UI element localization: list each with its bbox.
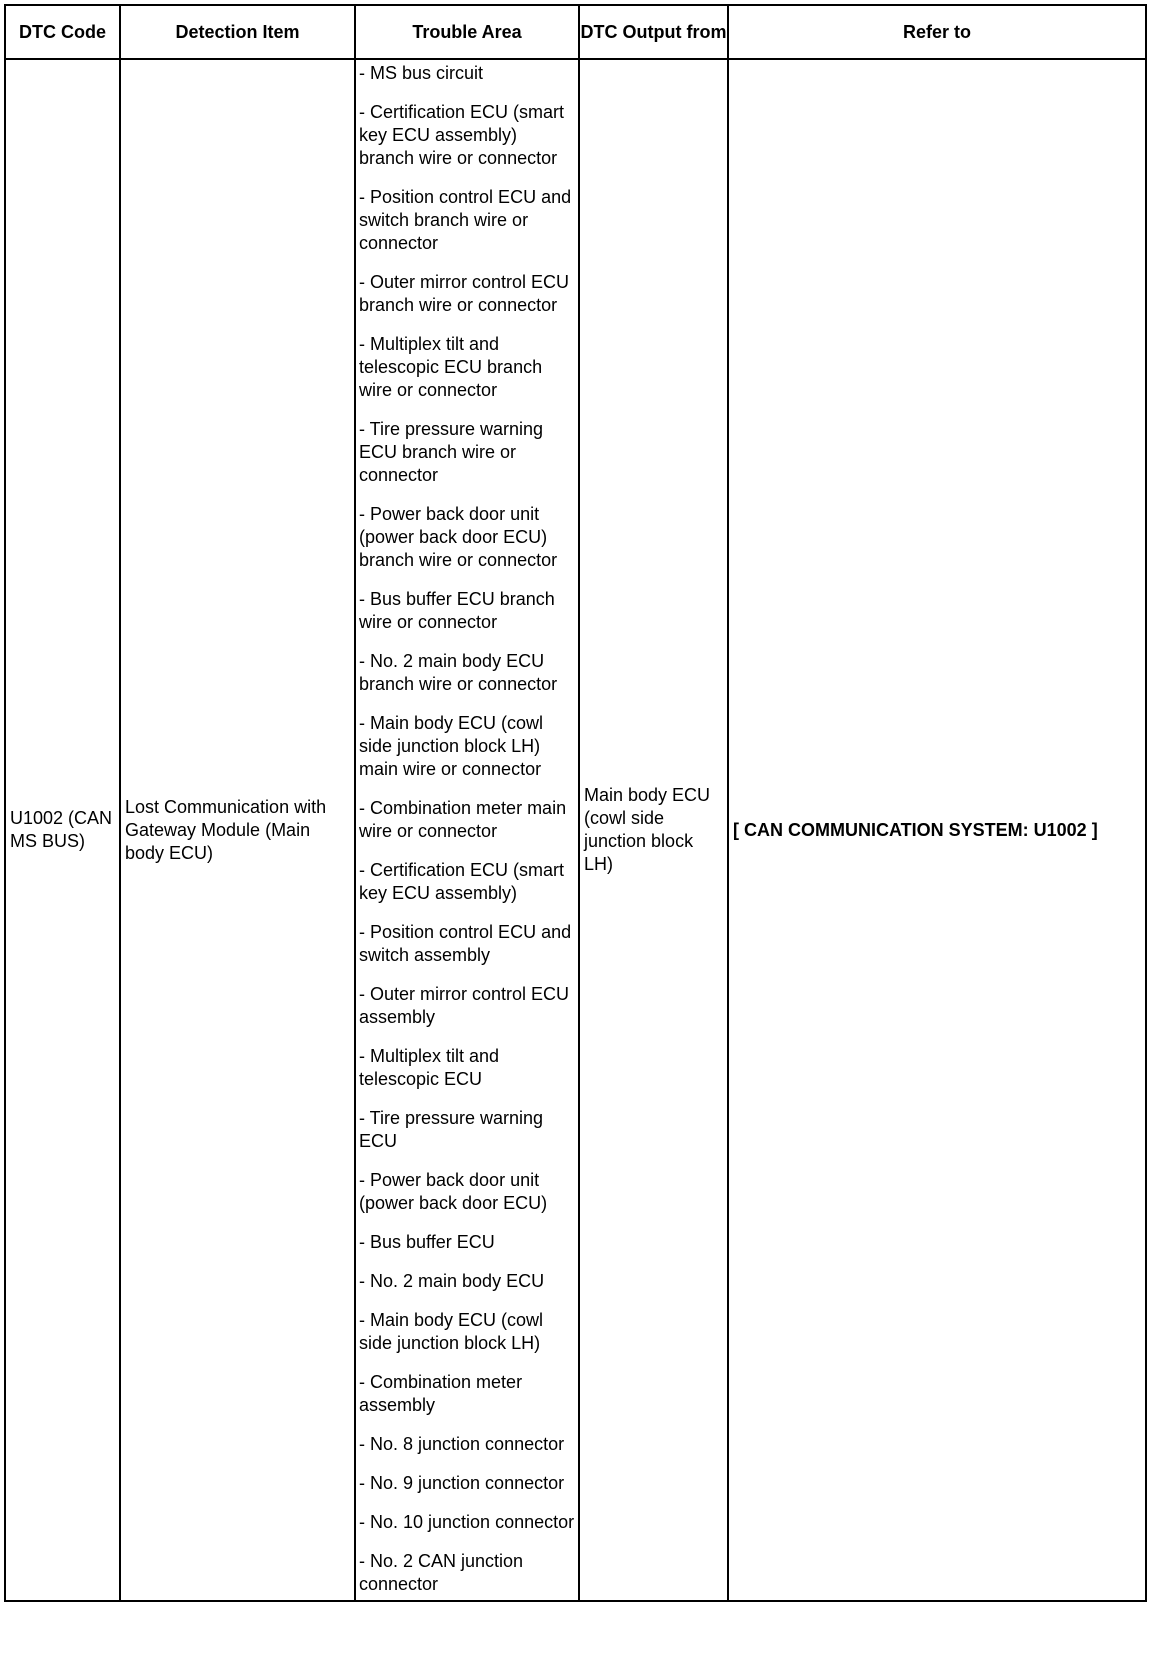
trouble-area-item: - Bus buffer ECU branch wire or connector: [359, 589, 555, 632]
header-trouble-area: Trouble Area: [355, 5, 579, 59]
trouble-area-item: - Combination meter assembly: [359, 1372, 523, 1415]
refer-to-link[interactable]: [ CAN COMMUNICATION SYSTEM: U1002 ]: [733, 819, 1098, 840]
table-header-row: [5, 5, 1146, 59]
trouble-area-item: - Position control ECU and switch assembly: [359, 922, 572, 965]
dtc-table: [4, 4, 1147, 1602]
header-dtc-output-from: DTC Output from: [579, 5, 728, 59]
trouble-area-item: - Tire pressure warning ECU branch wire or connector: [359, 419, 544, 485]
trouble-area-item: - MS bus circuit: [359, 63, 484, 83]
trouble-area-item: - Power back door unit (power back door ECU): [359, 1170, 548, 1213]
trouble-area-item: - No. 2 main body ECU branch wire or connector: [359, 651, 558, 694]
detection-item-cell: Lost Communication with Gateway Module (Main body ECU): [120, 59, 355, 1601]
trouble-area-item: - No. 8 junction connector: [359, 1434, 565, 1454]
trouble-area-item: - Power back door unit (power back door ECU) branch wire or connector: [359, 504, 558, 570]
trouble-area-item: - Combination meter main wire or connector: [359, 798, 567, 841]
trouble-area-item: - Certification ECU (smart key ECU assembly) branch wire or connector: [359, 102, 565, 168]
trouble-area-item: - Position control ECU and switch branch wire or connector: [359, 187, 572, 253]
trouble-area-item: - Tire pressure warning ECU: [359, 1108, 544, 1151]
trouble-area-item: - No. 10 junction connector: [359, 1512, 575, 1532]
trouble-area-item: - No. 2 main body ECU: [359, 1271, 545, 1291]
trouble-area-item: - No. 2 CAN junction connector: [359, 1551, 524, 1594]
trouble-area-item: - Outer mirror control ECU assembly: [359, 984, 570, 1027]
header-dtc-code: DTC Code: [5, 5, 120, 59]
table-row: [5, 59, 1146, 1601]
dtc-code-cell: U1002 (CAN MS BUS): [5, 59, 120, 1601]
header-detection-item: Detection Item: [120, 5, 355, 59]
dtc-output-from-cell: Main body ECU (cowl side junction block LH): [579, 59, 728, 1601]
trouble-area-item: - No. 9 junction connector: [359, 1473, 565, 1493]
refer-to-cell: [728, 59, 1146, 1601]
trouble-area-item: - Main body ECU (cowl side junction block LH): [359, 1310, 544, 1353]
trouble-area-item: - Main body ECU (cowl side junction block LH) main wire or connector: [359, 713, 544, 779]
trouble-area-item: - Outer mirror control ECU branch wire or connector: [359, 272, 570, 315]
header-refer-to: Refer to: [728, 5, 1146, 59]
trouble-area-cell: [355, 59, 579, 1601]
trouble-area-item: - Multiplex tilt and telescopic ECU: [359, 1046, 500, 1089]
trouble-area-item: - Bus buffer ECU: [359, 1232, 495, 1252]
trouble-area-item: - Multiplex tilt and telescopic ECU branch wire or connector: [359, 334, 543, 400]
trouble-area-item: - Certification ECU (smart key ECU assembly): [359, 860, 565, 903]
